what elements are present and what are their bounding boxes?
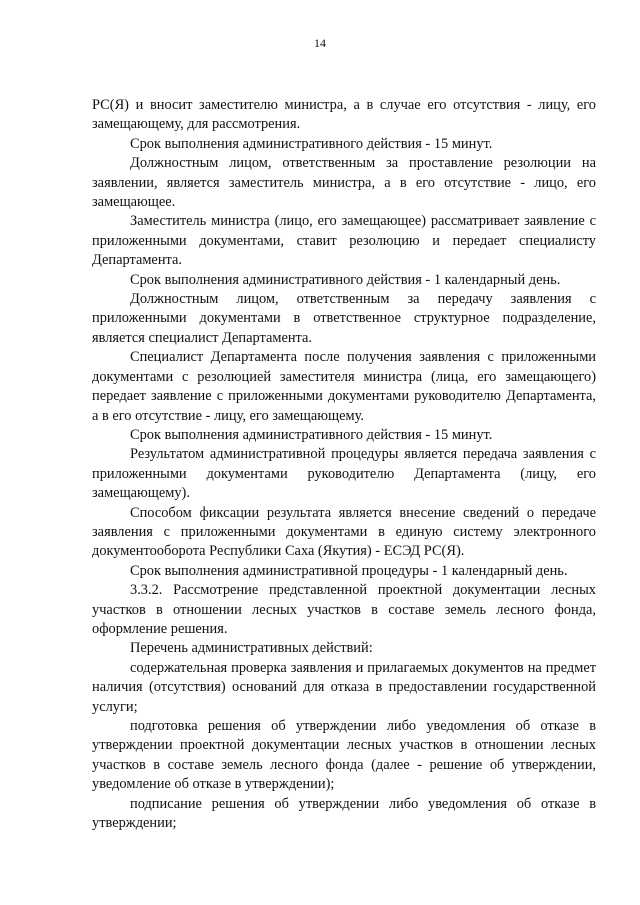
paragraph: содержательная проверка заявления и прилагаемых документов на предмет наличия (отсутствия) оснований для отказа в предоставлении государственной услуги;: [92, 659, 596, 715]
paragraph: РС(Я) и вносит заместителю министра, а в случае его отсутствия - лицу, его замещающему, для рассмотрения.: [92, 97, 596, 133]
paragraph: Перечень административных действий:: [130, 640, 373, 657]
paragraph: Результатом административной процедуры является передача заявления с приложенными документами руководителю Департамента (лицу, его замещающему).: [92, 446, 596, 502]
paragraph: Способом фиксации результата является внесение сведений о передаче заявления с приложенными документами в единую систему электронного документооборота Республики Саха (Якутия) - ЕСЭД РС(Я).: [92, 504, 596, 560]
paragraph: 3.3.2. Рассмотрение представленной проектной документации лесных участков в отношении лесных участков в составе земель лесного фонда, оформление решения.: [92, 582, 596, 637]
document-body: [92, 96, 596, 833]
paragraph: Заместитель министра (лицо, его замещающее) рассматривает заявление с приложенными документами, ставит резолюцию и передает специалисту Департамента.: [92, 213, 596, 269]
paragraph: Срок выполнения административного действия - 15 минут.: [130, 135, 493, 152]
paragraph: Срок выполнения административного действия - 1 календарный день.: [130, 271, 561, 288]
paragraph: Специалист Департамента после получения заявления с приложенными документами с резолюцией заместителя министра (лица, его замещающего) передает заявление с приложенными документами руководителю Департамента, а в его отсутствие - лицу, его замещающему.: [92, 349, 596, 424]
paragraph: Должностным лицом, ответственным за проставление резолюции на заявлении, является заместитель министра, а в его отсутствие - лицо, его замещающее.: [92, 155, 596, 211]
paragraph: Срок выполнения административного действия - 15 минут.: [130, 426, 493, 443]
paragraph: подготовка решения об утверждении либо уведомления об отказе в утверждении проектной документации лесных участков в отношении лесных участков в составе земель лесного фонда (далее - решение об утверждении, уведомление об отказе в утверждении);: [92, 718, 596, 793]
paragraph: Срок выполнения административной процедуры - 1 календарный день.: [130, 562, 568, 579]
paragraph: Должностным лицом, ответственным за передачу заявления с приложенными документами в ответственное структурное подразделение, является специалист Департамента.: [92, 291, 596, 346]
page-number: 14: [314, 36, 326, 50]
paragraph: подписание решения об утверждении либо уведомления об отказе в утверждении;: [92, 795, 596, 832]
